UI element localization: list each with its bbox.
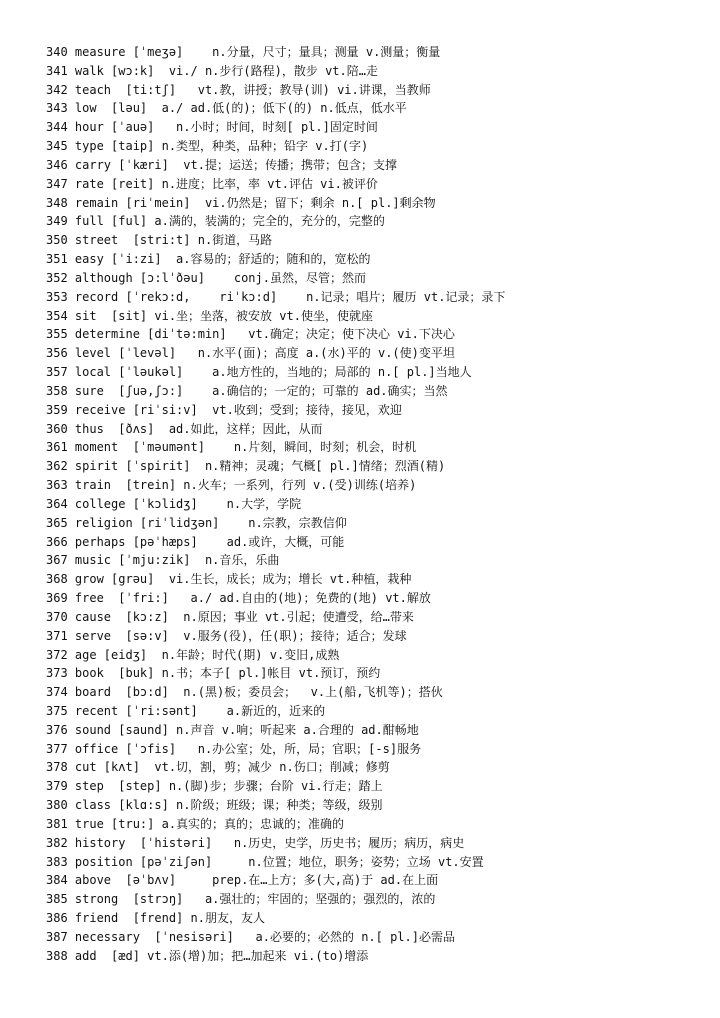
vocabulary-entry: 341 walk [wɔ:k] vi./ n.步行(路程)，散步 vt.陪…走 [46, 63, 378, 78]
vocabulary-entry: 374 board [bɔ:d] n.(黑)板；委员会； v.上(船,飞机等)；搭伙 [46, 685, 443, 700]
vocabulary-entry: 363 train [trein] n.火车；一系列，行列 v.(受)训练(培养) [46, 478, 417, 493]
vocabulary-entry: 383 position [pəˈziʃən] n.位置；地位，职务；姿势；立场 vt.安置 [46, 854, 484, 869]
vocabulary-entry: 377 office [ˈɔfis] n.办公室；处，所，局；官职；[-s]服务 [46, 741, 422, 756]
vocabulary-entry: 379 step [step] n.(脚)步；步骤；台阶 vi.行走；踏上 [46, 779, 383, 794]
vocabulary-entry: 364 college [ˈkɔlidʒ] n.大学，学院 [46, 496, 302, 511]
vocabulary-entry: 384 above [əˈbʌv] prep.在…上方；多(大,高)于 ad.在上面 [46, 873, 439, 888]
vocabulary-entry: 359 receive [riˈsi:v] vt.收到；受到；接待，接见，欢迎 [46, 402, 402, 417]
vocabulary-entry: 376 sound [saund] n.声音 v.响；听起来 a.合理的 ad.酣畅地 [46, 722, 419, 737]
vocabulary-entry: 385 strong [strɔŋ] a.强壮的；牢固的；坚强的；强烈的，浓的 [46, 892, 436, 907]
vocabulary-entry: 350 street [stri:t] n.街道，马路 [46, 233, 273, 248]
vocabulary-entry: 348 remain [riˈmein] vi.仍然是；留下；剩余 n.[ pl.]剩余物 [46, 195, 436, 210]
vocabulary-entry: 370 cause [kɔ:z] n.原因；事业 vt.引起；使遭受，给…带来 [46, 609, 414, 624]
vocabulary-entry: 369 free [ˈfri:] a./ ad.自由的(地)；免费的(地) vt.解放 [46, 591, 431, 606]
vocabulary-entry: 367 music [ˈmju:zik] n.音乐，乐曲 [46, 553, 280, 568]
vocabulary-entry: 340 measure [ˈmeʒə] n.分量，尺寸；量具；测量 v.测量；衡量 [46, 45, 441, 59]
vocabulary-entry: 344 hour [ˈauə] n.小时；时间，时刻[ pl.]固定时间 [46, 120, 378, 135]
vocabulary-entry: 387 necessary [ˈnesisəri] a.必要的；必然的 n.[ pl.]必需品 [46, 929, 455, 944]
vocabulary-entry: 368 grow [grəu] vi.生长，成长；成为；增长 vt.种植，栽种 [46, 572, 412, 587]
vocabulary-entry: 365 religion [riˈlidʒən] n.宗教，宗教信仰 [46, 515, 347, 530]
vocabulary-entry: 381 true [tru:] a.真实的；真的；忠诚的；准确的 [46, 816, 345, 831]
vocabulary-entry: 357 local [ˈləukəl] a.地方性的，当地的；局部的 n.[ pl.]当地人 [46, 365, 472, 380]
vocabulary-entry: 388 add [æd] vt.添(增)加；把…加起来 vi.(to)增添 [46, 948, 369, 963]
vocabulary-entry: 355 determine [diˈtə:min] vt.确定；决定；使下决心 vi.下决心 [46, 327, 455, 342]
vocabulary-entry: 362 spirit [ˈspirit] n.精神；灵魂；气概[ pl.]情绪；烈酒(精) [46, 459, 446, 474]
vocabulary-entry: 371 serve [sə:v] v.服务(役)，任(职)；接待；适合；发球 [46, 628, 407, 643]
vocabulary-entry: 380 class [klɑ:s] n.阶级；班级；课；种类；等级，级别 [46, 798, 383, 813]
vocabulary-entry: 378 cut [kʌt] vt.切，割，剪；减少 n.伤口；削减；修剪 [46, 760, 390, 775]
vocabulary-entry: 353 record [ˈrekɔ:d, riˈkɔ:d] n.记录；唱片；履历 vt.记录；录下 [46, 289, 506, 304]
vocabulary-entry: 373 book [buk] n.书；本子[ pl.]帐目 vt.预订，预约 [46, 666, 381, 681]
vocabulary-entry: 382 history [ˈhistəri] n.历史，史学，历史书；履历；病历，病史 [46, 835, 465, 850]
vocabulary-entry: 372 age [eidʒ] n.年龄；时代(期) v.变旧,成熟 [46, 647, 340, 662]
vocabulary-entry: 343 low [ləu] a./ ad.低(的)；低下(的) n.低点，低水平 [46, 101, 407, 116]
vocabulary-entry: 354 sit [sit] vi.坐；坐落，被安放 vt.使坐，使就座 [46, 308, 373, 323]
vocabulary-entry: 345 type [taip] n.类型，种类，品种；铅字 v.打(字) [46, 139, 369, 154]
vocabulary-entry: 358 sure [ʃuə,ʃɔ:] a.确信的；一定的；可靠的 ad.确实；当然 [46, 383, 448, 398]
vocabulary-entry: 361 moment [ˈməumənt] n.片刻，瞬间，时刻；机会，时机 [46, 440, 417, 455]
vocabulary-entry: 347 rate [reit] n.进度；比率，率 vt.评估 vi.被评价 [46, 176, 378, 191]
vocabulary-entry: 360 thus [ðʌs] ad.如此，这样；因此，从而 [46, 421, 323, 436]
vocabulary-entry: 349 full [ful] a.满的，装满的；完全的，充分的，完整的 [46, 214, 385, 229]
vocabulary-entry: 352 although [ɔ:lˈðəu] conj.虽然，尽管；然而 [46, 270, 366, 285]
vocabulary-entry: 346 carry [ˈkæri] vt.提；运送；传播；携带；包含；支撑 [46, 157, 397, 172]
vocabulary-entry: 386 friend [frend] n.朋友，友人 [46, 911, 265, 926]
vocabulary-entry: 342 teach [ti:tʃ] vt.教，讲授；教导(训) vi.讲课，当教师 [46, 82, 431, 97]
vocabulary-list [46, 43, 706, 966]
vocabulary-entry: 366 perhaps [pəˈhæps] ad.或许，大概，可能 [46, 534, 345, 549]
vocabulary-entry: 356 level [ˈlevəl] n.水平(面)；高度 a.(水)平的 v.(使)变平坦 [46, 346, 455, 361]
vocabulary-entry: 351 easy [ˈi:zi] a.容易的；舒适的；随和的，宽松的 [46, 252, 371, 267]
vocabulary-entry: 375 recent [ˈri:sənt] a.新近的，近来的 [46, 703, 326, 718]
